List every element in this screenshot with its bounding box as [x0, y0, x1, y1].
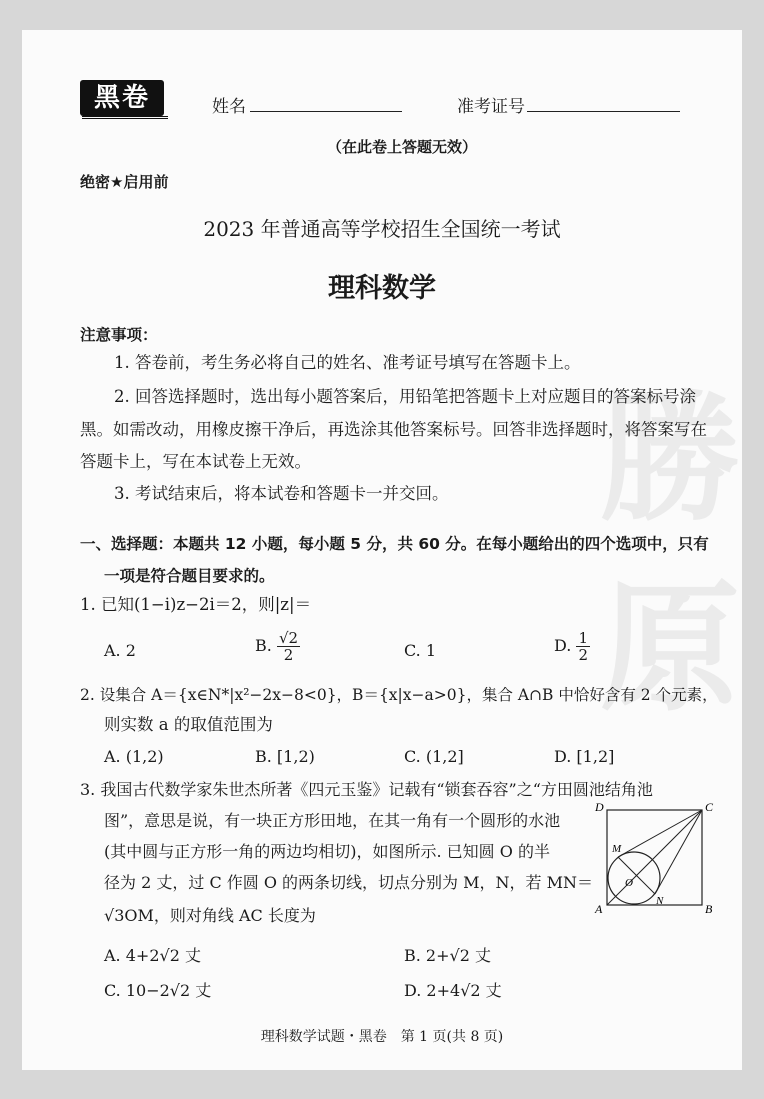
- notice-heading: 注意事项：: [80, 326, 158, 344]
- label-b: B: [705, 902, 713, 915]
- id-label: 准考证号: [457, 97, 525, 117]
- subject-title: 理科数学: [328, 273, 436, 304]
- label-a: A: [595, 902, 603, 915]
- q1-option-a: A. 2: [104, 641, 136, 660]
- exam-title: 2023 年普通高等学校招生全国统一考试: [203, 217, 561, 241]
- q3-stem-1: 3. 我国古代数学家朱世杰所著《四元玉鉴》记载有“锁套吞容”之“方田圆池结角池: [80, 780, 653, 799]
- label-d: D: [595, 800, 604, 814]
- brand-logo: [80, 80, 170, 122]
- q3-option-b: B. 2+√2 丈: [404, 946, 491, 965]
- label-m: M: [612, 843, 622, 855]
- label-o: O: [625, 877, 633, 889]
- notice-line-3: 黑。如需改动，用橡皮擦干净后，再选涂其他答案标号。回答非选择题时，将答案写在: [80, 420, 707, 439]
- q2-option-a: A. (1,2): [104, 747, 164, 766]
- notice-line-1: 1. 答卷前，考生务必将自己的姓名、准考证号填写在答题卡上。: [114, 353, 581, 372]
- id-field-line[interactable]: [527, 110, 680, 112]
- name-field-line[interactable]: [250, 110, 402, 112]
- q3-stem-5: √3OM，则对角线 AC 长度为: [104, 906, 316, 925]
- section-heading-1: 一、选择题：本题共 12 小题，每小题 5 分，共 60 分。在每小题给出的四个选项中，只有: [80, 535, 709, 553]
- q3-option-c: C. 10−2√2 丈: [104, 981, 212, 1000]
- name-label: 姓名: [212, 97, 246, 117]
- q2-stem-1: 2. 设集合 A＝{x∈N*|x²−2x−8<0}，B＝{x|x−a>0}，集合 A∩B 中恰好含有 2 个元素，: [80, 686, 718, 704]
- page-footer: 理科数学试题・黑卷 第 1 页(共 8 页): [260, 1029, 504, 1045]
- notice-line-4: 答题卡上，写在本试卷上无效。: [80, 452, 311, 471]
- q2-stem-2: 则实数 a 的取值范围为: [104, 715, 273, 734]
- notice-line-5: 3. 考试结束后，将本试卷和答题卡一并交回。: [114, 484, 449, 503]
- label-c: C: [705, 800, 714, 814]
- q2-option-d: D. [1,2]: [554, 747, 615, 766]
- exam-page: [22, 30, 742, 1070]
- logo-text: 黑卷: [80, 80, 164, 116]
- label-n: N: [656, 895, 664, 907]
- q3-stem-4: 径为 2 丈，过 C 作圆 O 的两条切线，切点分别为 M，N，若 MN＝: [104, 873, 593, 892]
- section-heading-2: 一项是符合题目要求的。: [104, 567, 275, 585]
- notice-line-2: 2. 回答选择题时，选出每小题答案后，用铅笔把答题卡上对应题目的答案标号涂: [114, 387, 696, 406]
- q1-stem: 1. 已知(1−i)z−2i＝2，则|z|＝: [80, 595, 312, 614]
- q3-option-d: D. 2+4√2 丈: [404, 981, 502, 1000]
- q3-stem-2: 图”，意思是说，有一块正方形田地，在其一角有一个圆形的水池: [104, 811, 561, 830]
- watermark-char-2: 原: [599, 568, 740, 731]
- q1-option-d: D. $\frac{1}{2}$: [554, 629, 588, 664]
- q3-figure: [592, 800, 717, 915]
- q1-option-b: B. $\frac{√2}{2}$: [255, 629, 299, 664]
- q2-option-c: C. (1,2]: [404, 747, 464, 766]
- secret-label: 绝密★启用前: [80, 173, 169, 191]
- q3-option-a: A. 4+2√2 丈: [104, 946, 201, 965]
- watermark-char-1: 勝: [599, 378, 740, 541]
- diagonal-ac: [607, 810, 702, 905]
- invalid-note: （在此卷上答题无效）: [327, 138, 478, 156]
- q2-option-b: B. [1,2): [255, 747, 315, 766]
- q1-option-c: C. 1: [404, 641, 437, 660]
- q3-stem-3: (其中圆与正方形一角的两边均相切)，如图所示. 已知圆 O 的半: [104, 842, 550, 861]
